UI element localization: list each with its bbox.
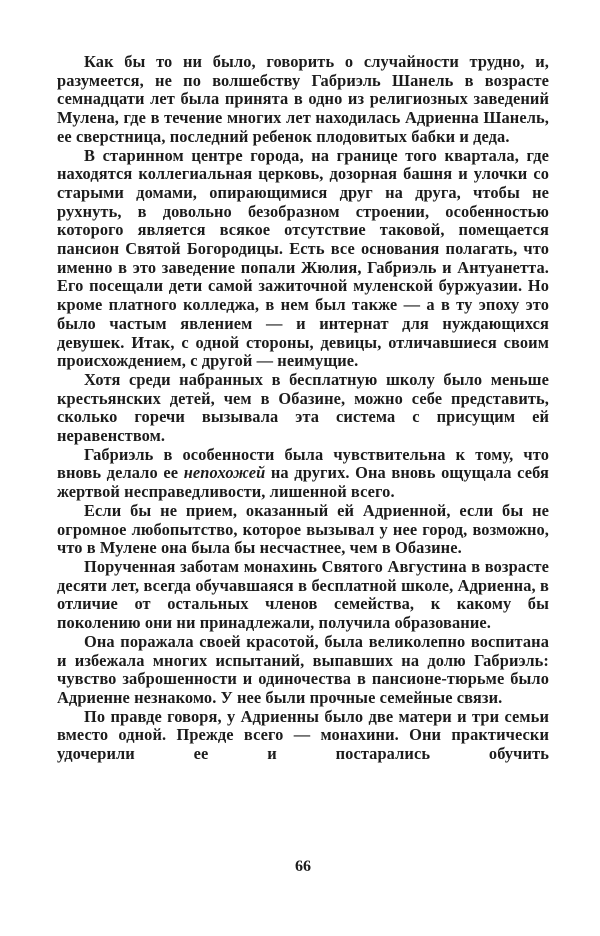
paragraph: Если бы не прием, оказанный ей Адриенной, если бы не огромное любопытство, которое вызывал у нее город, возможно, что в Мулене она была бы несчастнее, чем в Обазине. (57, 500, 549, 558)
paragraph: Хотя среди набранных в бесплатную школу было меньше крестьянских детей, чем в Обазине, можно себе представить, сколько горечи вызывала эта система с присущим ей неравенством. (57, 369, 549, 446)
paragraph-segment: на других. Она вновь ощущала себя жертвой несправедливости, лишенной всего. (57, 463, 549, 502)
paragraph: Как бы то ни было, говорить о случайности трудно, и, разумеется, не по волшебству Габриэль Шанель в возрасте семнадцати лет была принята в одно из религиозных заведений Мулена, где в течение многих лет находилась Адриенна Шанель, ее сверстница, последний ребенок плодовитых бабки и деда. (57, 52, 549, 146)
page-text (57, 53, 549, 764)
paragraph: Порученная заботам монахинь Святого Августина в возрасте десяти лет, всегда обучавшаяся в бесплатной школе, Адриенна, в отличие от остальных членов семейства, к какому бы поколению они ни принадлежали, получила образование. (57, 556, 549, 633)
page-number: 66 (295, 858, 311, 875)
paragraph (57, 446, 549, 502)
italic-word: непохожей (183, 463, 266, 483)
paragraph: По правде говоря, у Адриенны было две матери и три семьи вместо одной. Прежде всего — монахини. Они практически удочерили ее и постарались обучить (57, 706, 549, 764)
paragraph-segment: Габриэль в особенности была чувствительна к тому, что вновь делало ее (57, 444, 549, 483)
paragraph: В старинном центре города, на границе того квартала, где находятся коллегиальная церковь, дозорная башня и улочки со старыми домами, опирающимися друг на друга, чтобы не рухнуть, в довольно безобразном строении, особенностью которого является всякое отсутствие таковой, помещается пансион Святой Богородицы. Есть все основания полагать, что именно в это заведение попали Жюлия, Габриэль и Антуанетта. Его посещали дети самой зажиточной муленской буржуазии. Но кроме платного колледжа, в нем был также — а в ту эпоху это было частым явлением — и интернат для нуждающихся девушек. Итак, с одной стороны, девицы, отличавшиеся своим происхождением, с другой — неимущие. (57, 145, 549, 371)
paragraph: Она поражала своей красотой, была великолепно воспитана и избежала многих испытаний, выпавших на долю Габриэль: чувство заброшенности и одиночества в пансионе-тюрьме было Адриенне незнакомо. У нее были прочные семейные связи. (57, 631, 549, 707)
